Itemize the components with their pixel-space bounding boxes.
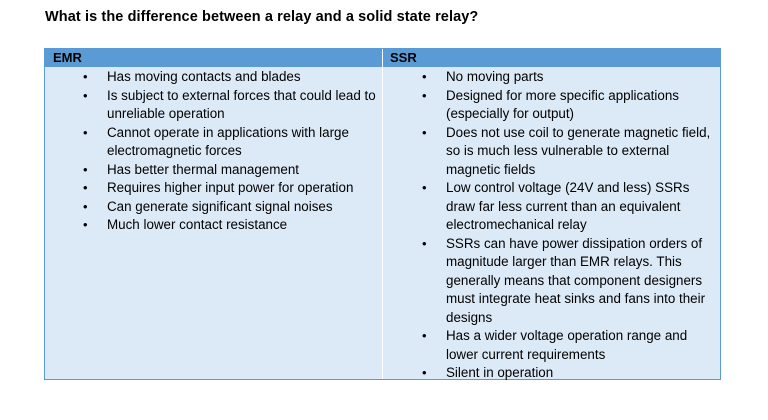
list-item xyxy=(83,124,376,161)
list-item xyxy=(422,364,712,383)
list-item xyxy=(422,327,712,364)
bullet-icon: • xyxy=(83,69,88,84)
list-item-text: Has better thermal management xyxy=(107,161,300,177)
list-item-text: Much lower contact resistance xyxy=(107,217,288,232)
page-heading: What is the difference between a relay and a solid state relay? xyxy=(45,9,479,25)
list-item-text: Low control voltage (24V and less) SSRs draw far less current than an equivalent electromechanical relay xyxy=(446,180,690,232)
bullet-icon: • xyxy=(83,87,88,103)
list-item-text: Designed for more specific applications (especially for output) xyxy=(446,87,679,121)
bullet-icon: • xyxy=(422,69,427,84)
list-item xyxy=(422,179,712,235)
list-item xyxy=(422,87,712,124)
list-item xyxy=(422,124,712,180)
bullet-icon: • xyxy=(422,180,427,195)
comparison-table xyxy=(44,48,721,380)
list-item xyxy=(83,87,376,124)
list-item-text: Has moving contacts and blades xyxy=(107,69,301,84)
bullet-icon: • xyxy=(422,235,427,251)
list-item xyxy=(83,198,376,217)
list-item-text: Requires higher input power for operation xyxy=(107,180,354,195)
list-item-text: SSRs can have power dissipation orders of magnitude larger than EMR relays. This generally means that component designers must integrate heat sinks and fans into their designs xyxy=(446,235,706,325)
list-item-text: Does not use coil to generate magnetic field, so is much less vulnerable to external magnetic fields xyxy=(446,124,711,177)
list-item xyxy=(422,68,712,87)
ssr-list xyxy=(383,67,720,383)
emr-column-header: EMR xyxy=(45,49,382,67)
list-item-text: Is subject to external forces that could lead to unreliable operation xyxy=(107,87,376,121)
bullet-icon: • xyxy=(83,217,88,232)
ssr-column xyxy=(383,49,720,379)
emr-list xyxy=(45,67,382,235)
bullet-icon: • xyxy=(422,328,427,343)
list-item xyxy=(83,68,376,87)
emr-column xyxy=(45,49,383,379)
list-item-text: Cannot operate in applications with large electromagnetic forces xyxy=(107,124,349,158)
list-item xyxy=(83,179,376,198)
list-item-text: No moving parts xyxy=(446,69,544,84)
bullet-icon: • xyxy=(422,124,427,140)
list-item-text: Silent in operation xyxy=(446,365,554,380)
list-item xyxy=(83,161,376,180)
bullet-icon: • xyxy=(422,87,427,103)
bullet-icon: • xyxy=(83,124,88,140)
list-item xyxy=(422,235,712,328)
bullet-icon: • xyxy=(83,180,88,195)
list-item xyxy=(83,216,376,235)
bullet-icon: • xyxy=(83,198,88,214)
list-item-text: Has a wider voltage operation range and lower current requirements xyxy=(446,328,688,362)
bullet-icon: • xyxy=(83,161,88,177)
bullet-icon: • xyxy=(422,365,427,380)
list-item-text: Can generate significant signal noises xyxy=(107,198,333,214)
ssr-column-header: SSR xyxy=(383,49,720,67)
